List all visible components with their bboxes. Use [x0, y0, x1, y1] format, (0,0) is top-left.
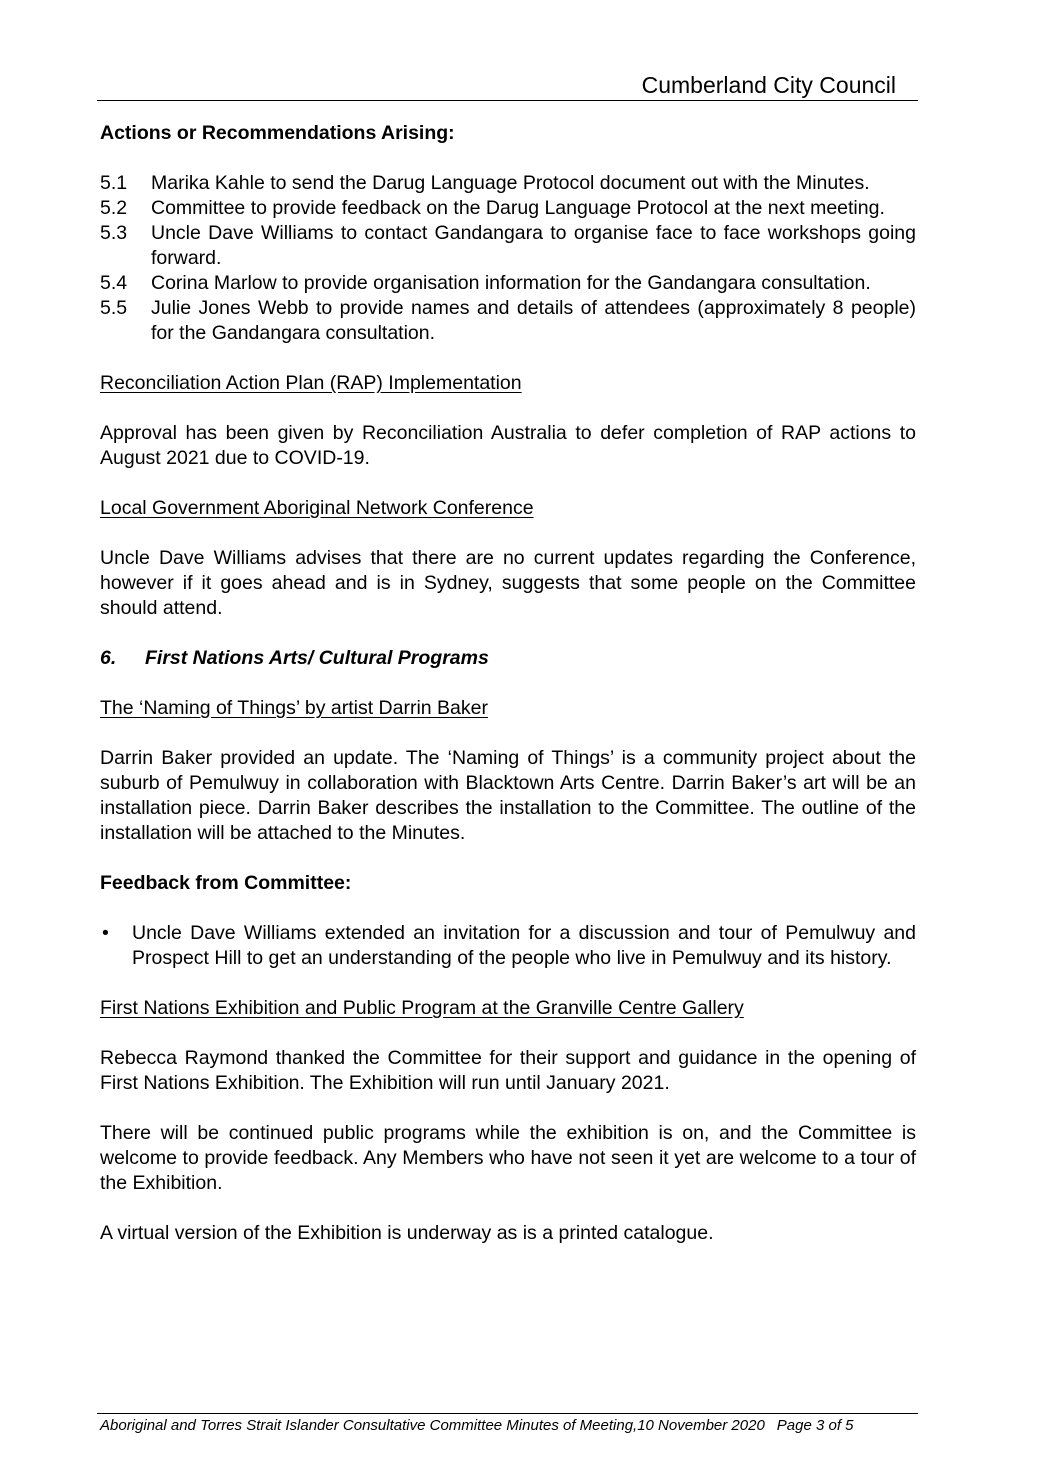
item-text: Marika Kahle to send the Darug Language Protocol document out with the Minutes. [151, 172, 870, 194]
header-divider [97, 100, 918, 101]
rap-paragraph: Approval has been given by Reconciliation Australia to defer completion of RAP actions to August 2021 due to COVID-19. [100, 422, 916, 469]
feedback-heading: Feedback from Committee: [100, 872, 352, 894]
rap-heading: Reconciliation Action Plan (RAP) Implementation [100, 372, 522, 394]
footer-divider [97, 1413, 918, 1414]
item-number: 5.4 [100, 272, 128, 294]
item-text: Uncle Dave Williams to contact Gandangara to organise face to face workshops going forward. [151, 222, 916, 269]
item-text: Committee to provide feedback on the Darug Language Protocol at the next meeting. [151, 197, 885, 219]
item-number: 5.1 [100, 172, 128, 194]
list-item [100, 171, 916, 196]
page-number: Page 3 of 5 [776, 1417, 854, 1434]
list-item [100, 296, 916, 346]
section-title: First Nations Arts/ Cultural Programs [145, 647, 489, 669]
header-title: Cumberland City Council [641, 72, 896, 98]
exhibition-paragraph: A virtual version of the Exhibition is underway as is a printed catalogue. [100, 1222, 714, 1244]
list-item [100, 221, 916, 271]
item-number: 5.3 [100, 222, 128, 244]
naming-paragraph: Darrin Baker provided an update. The ‘Naming of Things’ is a community project about the suburb of Pemulwuy in collaboration with Blacktown Arts Centre. Darrin Baker’s art will be an installation piece. Darrin Baker describes the installation to the Committee. The outline of the installation will be attached to the Minutes. [100, 747, 916, 844]
naming-heading: The ‘Naming of Things’ by artist Darrin Baker [100, 697, 488, 719]
section-number: 6. [100, 647, 117, 669]
item-text: Uncle Dave Williams extended an invitation for a discussion and tour of Pemulwuy and Prospect Hill to get an understanding of the people who live in Pemulwuy and its history. [132, 922, 916, 969]
list-item [100, 271, 916, 296]
item-number: 5.5 [100, 297, 128, 319]
footer [100, 1416, 916, 1436]
item-number: 5.2 [100, 197, 128, 219]
exhibition-paragraph: Rebecca Raymond thanked the Committee for their support and guidance in the opening of First Nations Exhibition. The Exhibition will run until January 2021. [100, 1047, 916, 1094]
exhibition-paragraph: There will be continued public programs while the exhibition is on, and the Committee is welcome to provide feedback. Any Members who have not seen it yet are welcome to a tour of the Exhibition. [100, 1122, 916, 1194]
actions-heading: Actions or Recommendations Arising: [100, 122, 455, 144]
footer-title: Aboriginal and Torres Strait Islander Consultative Committee Minutes of Meeting,10 November 2020 [100, 1417, 765, 1434]
list-item [100, 196, 916, 221]
feedback-list [100, 921, 916, 971]
page-content [100, 121, 916, 1271]
list-item [100, 921, 916, 971]
item-text: Julie Jones Webb to provide names and details of attendees (approximately 8 people) for the Gandangara consultation. [151, 297, 916, 344]
exhibition-heading: First Nations Exhibition and Public Program at the Granville Centre Gallery [100, 997, 744, 1019]
bullet-icon: • [102, 922, 109, 944]
lgan-heading: Local Government Aboriginal Network Conference [100, 497, 534, 519]
item-text: Corina Marlow to provide organisation information for the Gandangara consultation. [151, 272, 871, 294]
lgan-paragraph: Uncle Dave Williams advises that there are no current updates regarding the Conference, however if it goes ahead and is in Sydney, suggests that some people on the Committee should attend. [100, 547, 916, 619]
section-6-heading [100, 646, 916, 671]
actions-list [100, 171, 916, 346]
